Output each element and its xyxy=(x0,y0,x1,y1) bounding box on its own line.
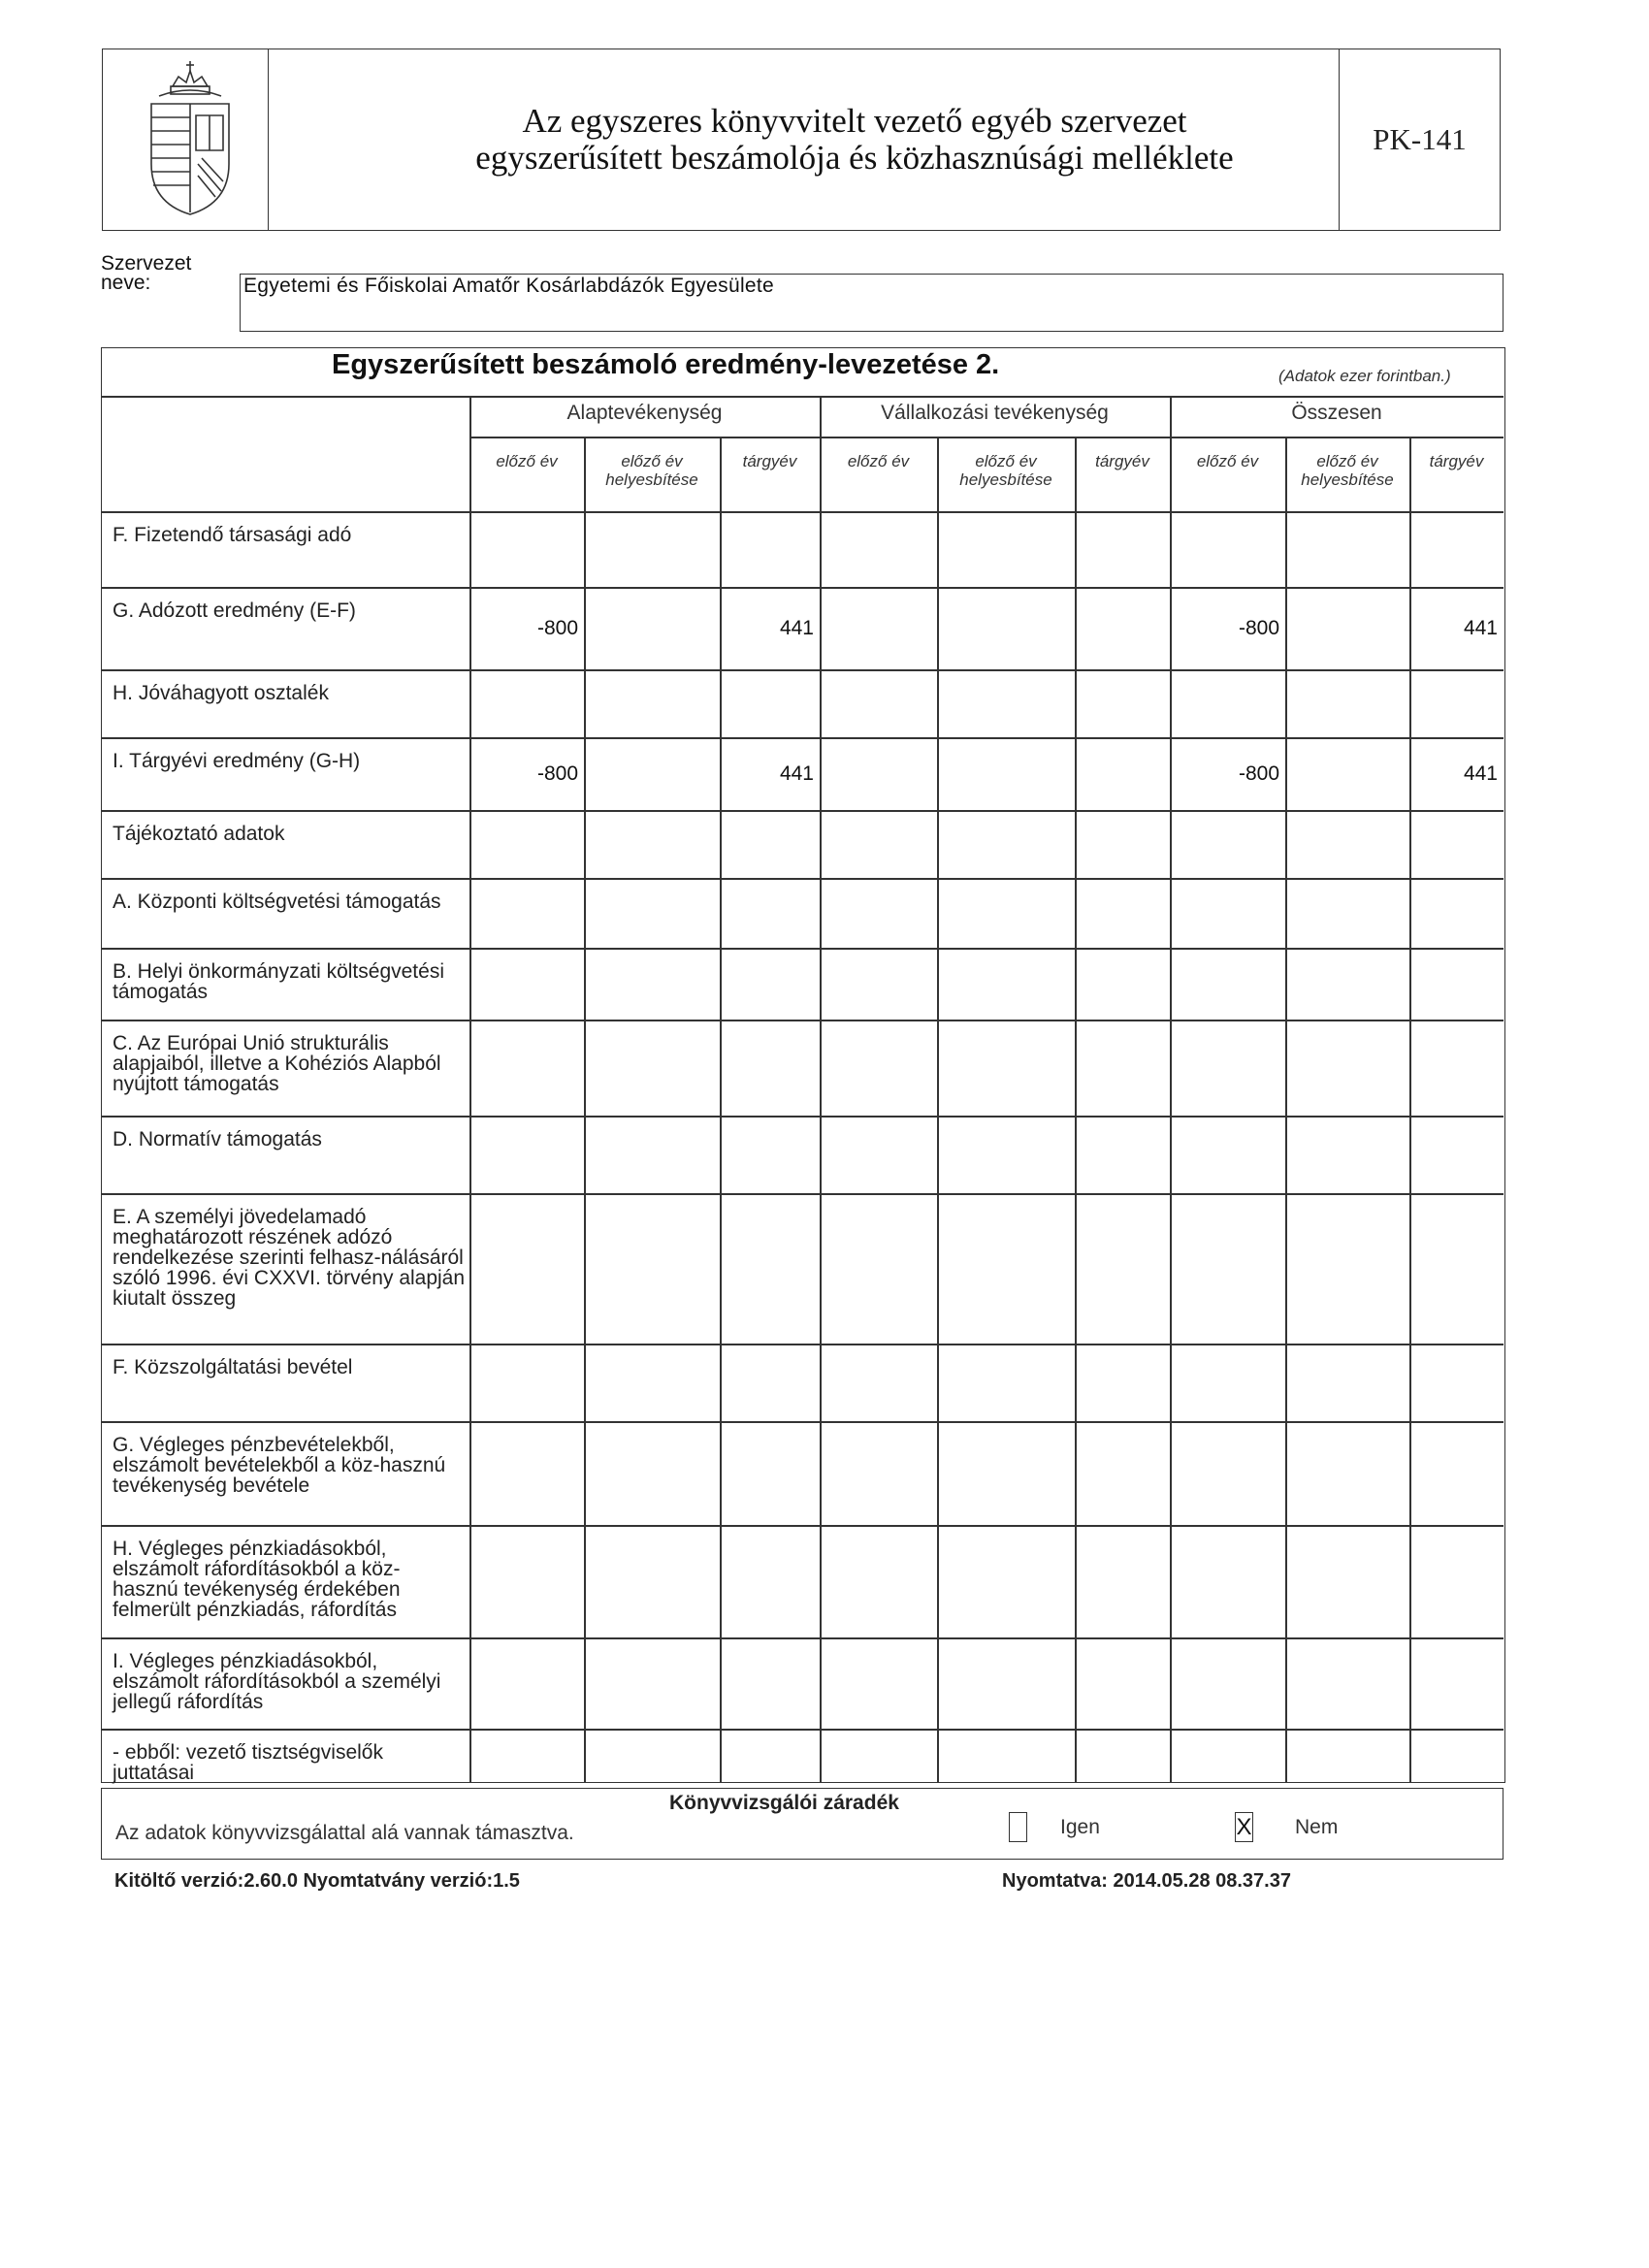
value-cell xyxy=(820,1344,931,1421)
value-cell xyxy=(1285,948,1404,1020)
organization-label: Szervezet neve: xyxy=(101,252,192,294)
value-cell xyxy=(1409,1637,1498,1729)
value-cell xyxy=(469,1421,578,1525)
value-cell xyxy=(937,1020,1069,1116)
value-cell xyxy=(820,1193,931,1344)
value-cell xyxy=(1075,1421,1164,1525)
coat-of-arms-cell xyxy=(103,49,269,230)
value-cell xyxy=(1075,1193,1164,1344)
value-cell xyxy=(1285,737,1404,810)
row-label: - ebből: vezető tisztségviselők juttatásai xyxy=(113,1741,383,1784)
audit-clause-box xyxy=(101,1788,1504,1860)
group-divider xyxy=(469,437,1504,438)
row-label: G. Végleges pénzbevételekből, elszámolt bevételekből a köz-hasznú tevékenység bevétele xyxy=(113,1434,446,1497)
value-cell xyxy=(937,1421,1069,1525)
value-cell xyxy=(820,669,931,737)
value-cell xyxy=(1409,1729,1498,1783)
value-cell xyxy=(937,810,1069,878)
value-cell xyxy=(469,810,578,878)
value-cell xyxy=(720,1729,814,1783)
table-row xyxy=(101,878,1504,948)
value-cell xyxy=(1170,948,1279,1020)
value-cell xyxy=(584,1344,714,1421)
value-cell xyxy=(820,1637,931,1729)
value-cell xyxy=(469,511,578,587)
value-cell xyxy=(1409,1193,1498,1344)
value-cell xyxy=(1285,1421,1404,1525)
table-row xyxy=(101,1637,1504,1729)
value-cell xyxy=(1409,948,1498,1020)
sub-column-header: előző év helyesbítése xyxy=(959,452,1052,489)
value-cell xyxy=(1170,1020,1279,1116)
audit-no-checkbox[interactable]: X xyxy=(1236,1814,1252,1840)
audit-no-label: Nem xyxy=(1295,1816,1339,1838)
value-cell xyxy=(469,1525,578,1637)
coat-of-arms-icon xyxy=(130,57,246,222)
value-cell xyxy=(584,1525,714,1637)
row-label: F. Közszolgáltatási bevétel xyxy=(113,1356,353,1378)
value-cell: 441 xyxy=(779,616,814,639)
table-row xyxy=(101,1344,1504,1421)
value-cell xyxy=(584,1421,714,1525)
value-cell xyxy=(584,669,714,737)
value-cell xyxy=(1285,587,1404,669)
value-cell xyxy=(1285,878,1404,948)
value-cell xyxy=(584,511,714,587)
table-row xyxy=(101,737,1504,810)
sub-column-header: előző év xyxy=(847,452,910,470)
column-group-header: Összesen xyxy=(1291,402,1382,424)
table-row xyxy=(101,948,1504,1020)
value-cell xyxy=(720,669,814,737)
table-row xyxy=(101,1525,1504,1637)
sub-column-header: tárgyév xyxy=(1095,452,1149,470)
form-header xyxy=(102,49,1501,231)
value-cell xyxy=(1170,1421,1279,1525)
value-cell xyxy=(820,1020,931,1116)
value-cell: -800 xyxy=(536,761,578,785)
value-cell xyxy=(937,1193,1069,1344)
value-cell xyxy=(1285,810,1404,878)
value-cell xyxy=(937,1729,1069,1783)
value-cell xyxy=(1170,878,1279,948)
table-row xyxy=(101,1729,1504,1783)
value-cell xyxy=(1170,511,1279,587)
value-cell xyxy=(820,1421,931,1525)
value-cell xyxy=(469,948,578,1020)
value-cell xyxy=(1409,878,1498,948)
table-row xyxy=(101,1193,1504,1344)
value-cell xyxy=(584,878,714,948)
value-cell xyxy=(1075,948,1164,1020)
header-divider xyxy=(101,396,1504,398)
value-cell xyxy=(469,1637,578,1729)
value-cell xyxy=(1075,878,1164,948)
table-row xyxy=(101,669,1504,737)
row-label: H. Jóváhagyott osztalék xyxy=(113,682,329,704)
value-cell xyxy=(1285,1637,1404,1729)
value-cell: -800 xyxy=(536,616,578,639)
form-title xyxy=(268,49,1441,230)
table-row xyxy=(101,1020,1504,1116)
print-timestamp: Nyomtatva: 2014.05.28 08.37.37 xyxy=(1002,1870,1291,1892)
value-cell xyxy=(1075,511,1164,587)
value-cell xyxy=(1075,737,1164,810)
value-cell xyxy=(820,1116,931,1193)
form-title-line-2: egyszerűsített beszámolója és közhasznúsági melléklete xyxy=(475,139,1234,177)
value-cell xyxy=(584,1193,714,1344)
version-info: Kitöltő verzió:2.60.0 Nyomtatvány verzió:1.5 xyxy=(114,1870,520,1892)
sub-column-header: előző év xyxy=(1196,452,1259,470)
value-cell xyxy=(820,810,931,878)
value-cell xyxy=(1075,669,1164,737)
value-cell xyxy=(1075,810,1164,878)
value-cell xyxy=(820,587,931,669)
value-cell: 441 xyxy=(1463,616,1498,639)
value-cell xyxy=(1409,669,1498,737)
value-cell xyxy=(1409,1344,1498,1421)
value-cell xyxy=(937,1525,1069,1637)
value-cell xyxy=(720,878,814,948)
row-label: C. Az Európai Unió strukturális alapjaiból, illetve a Kohéziós Alapból nyújtott támogatás xyxy=(113,1032,441,1095)
value-cell xyxy=(720,1637,814,1729)
value-cell xyxy=(469,1020,578,1116)
value-cell xyxy=(720,1525,814,1637)
value-cell xyxy=(1409,511,1498,587)
value-cell xyxy=(584,1020,714,1116)
value-cell xyxy=(469,878,578,948)
value-cell xyxy=(937,1344,1069,1421)
value-cell xyxy=(937,511,1069,587)
value-cell xyxy=(820,737,931,810)
value-cell xyxy=(720,948,814,1020)
value-cell xyxy=(584,737,714,810)
value-cell xyxy=(720,1193,814,1344)
value-cell xyxy=(1170,1525,1279,1637)
value-cell xyxy=(1170,810,1279,878)
value-cell xyxy=(469,1729,578,1783)
value-cell xyxy=(720,1116,814,1193)
value-cell xyxy=(1075,1344,1164,1421)
value-cell xyxy=(469,669,578,737)
row-label: I. Tárgyévi eredmény (G-H) xyxy=(113,750,361,772)
sub-column-header: tárgyév xyxy=(1429,452,1484,470)
table-row xyxy=(101,1421,1504,1525)
form-code: PK-141 xyxy=(1339,49,1500,230)
value-cell xyxy=(1075,1729,1164,1783)
value-cell xyxy=(720,810,814,878)
table-row xyxy=(101,1116,1504,1193)
value-cell xyxy=(1409,1421,1498,1525)
audit-yes-checkbox[interactable] xyxy=(1009,1812,1027,1842)
sub-column-header: előző év helyesbítése xyxy=(1301,452,1394,489)
value-cell xyxy=(584,1116,714,1193)
value-cell xyxy=(584,810,714,878)
value-cell xyxy=(1075,1020,1164,1116)
value-cell xyxy=(1285,1729,1404,1783)
value-cell: 441 xyxy=(1463,761,1498,785)
value-cell xyxy=(469,1193,578,1344)
value-cell xyxy=(1285,669,1404,737)
value-cell xyxy=(1285,1344,1404,1421)
value-cell xyxy=(584,1729,714,1783)
row-label: B. Helyi önkormányzati költségvetési támogatás xyxy=(113,960,444,1003)
value-cell xyxy=(937,587,1069,669)
row-label: G. Adózott eredmény (E-F) xyxy=(113,599,356,622)
value-cell xyxy=(820,1525,931,1637)
sub-column-header: tárgyév xyxy=(742,452,797,470)
value-cell xyxy=(820,1729,931,1783)
value-cell xyxy=(1075,1116,1164,1193)
value-cell xyxy=(1170,1193,1279,1344)
value-cell xyxy=(820,878,931,948)
value-cell xyxy=(1285,1116,1404,1193)
organization-name-field xyxy=(240,274,1504,332)
value-cell xyxy=(720,1344,814,1421)
value-cell xyxy=(1075,587,1164,669)
value-cell xyxy=(1285,511,1404,587)
row-label: H. Végleges pénzkiadásokból, elszámolt ráfordításokból a köz-hasznú tevékenység érdekében felmerült pénzkiadás, ráfordítás xyxy=(113,1538,401,1621)
value-cell xyxy=(1285,1193,1404,1344)
column-group-header: Alaptevékenység xyxy=(566,402,723,424)
value-cell xyxy=(937,878,1069,948)
value-cell xyxy=(937,1637,1069,1729)
column-group-header: Vállalkozási tevékenység xyxy=(881,402,1109,424)
value-cell xyxy=(1170,1116,1279,1193)
value-cell xyxy=(720,511,814,587)
value-cell xyxy=(584,1637,714,1729)
sub-column-header: előző év helyesbítése xyxy=(605,452,698,489)
value-cell xyxy=(720,1020,814,1116)
value-cell xyxy=(1409,1116,1498,1193)
value-cell xyxy=(720,1421,814,1525)
row-label: E. A személyi jövedelamadó meghatározott részének adózó rendelkezése szerinti felhasz-nálásáról szóló 1996. évi CXXVI. törvény alapján kiutalt összeg xyxy=(113,1206,466,1310)
value-cell xyxy=(469,1116,578,1193)
section-title: Egyszerűsített beszámoló eredmény-levezetése 2. xyxy=(332,349,1000,380)
row-label: Tájékoztató adatok xyxy=(113,823,285,845)
value-cell xyxy=(1285,1525,1404,1637)
value-cell xyxy=(820,948,931,1020)
row-label: A. Központi költségvetési támogatás xyxy=(113,891,441,913)
value-cell xyxy=(469,1344,578,1421)
value-cell xyxy=(1409,810,1498,878)
audit-clause-title: Könyvvizsgálói záradék xyxy=(669,1792,899,1814)
row-label: D. Normatív támogatás xyxy=(113,1128,322,1150)
row-label: F. Fizetendő társasági adó xyxy=(113,524,352,546)
unit-note: (Adatok ezer forintban.) xyxy=(1278,367,1451,385)
value-cell xyxy=(1075,1637,1164,1729)
table-row xyxy=(101,587,1504,669)
value-cell xyxy=(1075,1525,1164,1637)
value-cell xyxy=(1170,1344,1279,1421)
audit-yes-label: Igen xyxy=(1060,1816,1100,1838)
value-cell xyxy=(937,948,1069,1020)
value-cell: -800 xyxy=(1238,761,1279,785)
organization-name: Egyetemi és Főiskolai Amatőr Kosárlabdázók Egyesülete xyxy=(243,275,775,297)
value-cell xyxy=(1170,1729,1279,1783)
value-cell xyxy=(937,669,1069,737)
value-cell xyxy=(1409,1525,1498,1637)
value-cell xyxy=(584,948,714,1020)
sub-column-header: előző év xyxy=(496,452,558,470)
value-cell xyxy=(1409,1020,1498,1116)
table-row xyxy=(101,511,1504,587)
value-cell: 441 xyxy=(779,761,814,785)
row-label: I. Végleges pénzkiadásokból, elszámolt ráfordításokból a személyi jellegű ráfordítás xyxy=(113,1650,441,1713)
value-cell xyxy=(584,587,714,669)
value-cell xyxy=(937,1116,1069,1193)
table-row xyxy=(101,810,1504,878)
value-cell xyxy=(1170,1637,1279,1729)
value-cell: -800 xyxy=(1238,616,1279,639)
value-cell xyxy=(1170,669,1279,737)
form-title-line-1: Az egyszeres könyvvitelt vezető egyéb szervezet xyxy=(522,102,1187,140)
value-cell xyxy=(1285,1020,1404,1116)
value-cell xyxy=(937,737,1069,810)
audit-clause-statement: Az adatok könyvvizsgálattal alá vannak támasztva. xyxy=(115,1822,574,1844)
value-cell xyxy=(820,511,931,587)
